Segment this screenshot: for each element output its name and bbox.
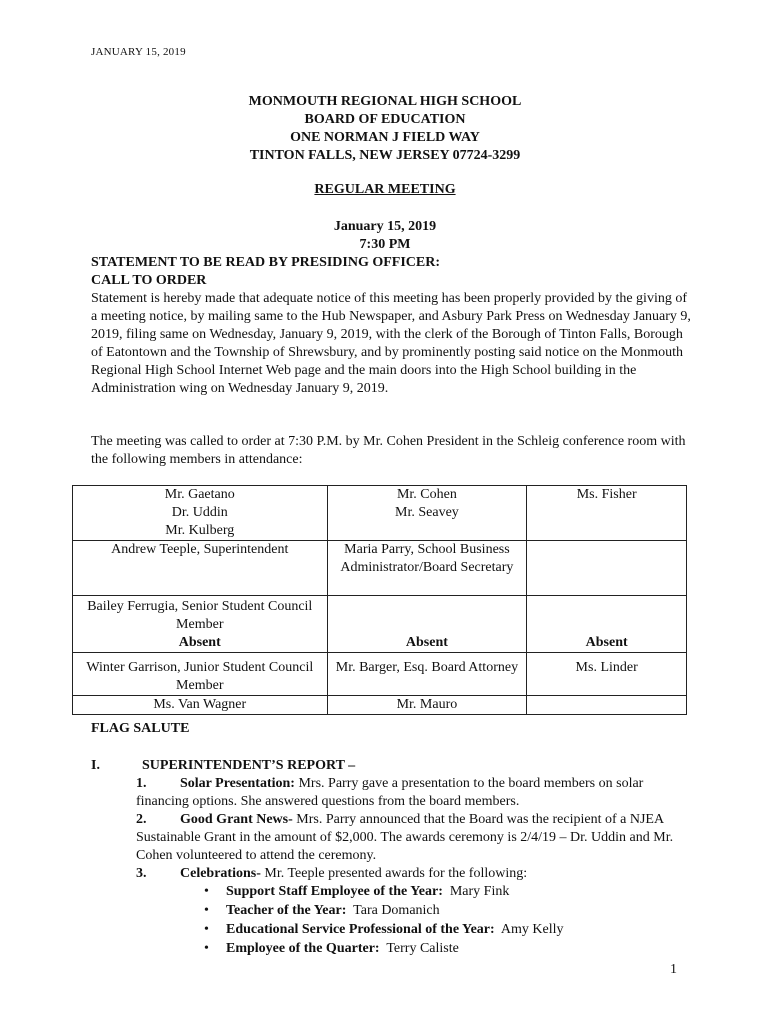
meeting-time: 7:30 PM bbox=[359, 237, 411, 252]
member-name: Mr. Seavey bbox=[395, 505, 459, 520]
member-name: Ms. Fisher bbox=[576, 487, 637, 502]
address-city: TINTON FALLS, NEW JERSEY 07724-3299 bbox=[249, 148, 521, 163]
list-item bbox=[201, 883, 564, 902]
meeting-date: January 15, 2019 bbox=[333, 219, 437, 234]
bullet-icon: • bbox=[204, 941, 209, 956]
school-name: MONMOUTH REGIONAL HIGH SCHOOL bbox=[248, 94, 522, 109]
absent-member-cell: Mr. Mauro bbox=[327, 696, 527, 715]
bullet-icon: • bbox=[204, 903, 209, 918]
junior-rep-cell: Winter Garrison, Junior Student Council Member bbox=[73, 653, 328, 696]
call-to-order-heading: CALL TO ORDER bbox=[91, 273, 207, 288]
absent-header-cell bbox=[527, 596, 687, 653]
header-date: JANUARY 15, 2019 bbox=[91, 46, 186, 58]
section-title: SUPERINTENDENT’S REPORT – bbox=[142, 758, 356, 773]
item-label: Solar Presentation: bbox=[180, 776, 295, 791]
page-number: 1 bbox=[670, 962, 677, 977]
member-name: Dr. Uddin bbox=[171, 505, 228, 520]
absent-header: Absent bbox=[405, 635, 448, 650]
item-text: Mrs. Parry announced that the Board was the recipient of a NJEA Sustainable Grant in the amount of $2,000. The awards ceremony is 2/4/19 – Dr. Uddin and Mr. Cohen volunteered to attend the ceremony. bbox=[136, 812, 674, 863]
present-members-col2 bbox=[327, 486, 527, 541]
awards-list bbox=[201, 883, 564, 959]
award-recipient: Terry Caliste bbox=[386, 941, 459, 956]
item-text: Mr. Teeple presented awards for the following: bbox=[260, 866, 528, 881]
award-recipient: Amy Kelly bbox=[500, 922, 564, 937]
section-numeral: I. bbox=[91, 758, 100, 773]
award-label: Educational Service Professional of the Year: bbox=[226, 922, 495, 937]
award-recipient: Mary Fink bbox=[449, 884, 510, 899]
list-item bbox=[201, 940, 564, 959]
title-block bbox=[0, 93, 770, 165]
statement-heading: STATEMENT TO BE READ BY PRESIDING OFFICER: bbox=[91, 255, 441, 270]
member-name: Mr. Gaetano bbox=[164, 487, 235, 502]
list-item bbox=[201, 902, 564, 921]
empty-cell bbox=[527, 541, 687, 596]
list-item bbox=[201, 921, 564, 940]
award-label: Employee of the Quarter: bbox=[226, 941, 380, 956]
senior-rep-cell bbox=[73, 596, 328, 653]
called-to-order-paragraph: The meeting was called to order at 7:30 P.M. by Mr. Cohen President in the Schleig conference room with the following members in attendance: bbox=[91, 434, 686, 467]
report-item bbox=[136, 775, 691, 811]
attendance-table bbox=[72, 485, 687, 715]
absent-member-cell: Ms. Van Wagner bbox=[73, 696, 328, 715]
member-name: Mr. Kulberg bbox=[165, 523, 235, 538]
present-members-col1 bbox=[73, 486, 328, 541]
attorney-cell: Mr. Barger, Esq. Board Attorney bbox=[327, 653, 527, 696]
statement-body: Statement is hereby made that adequate notice of this meeting has been properly provided by the giving of a meeting notice, by mailing same to the Hub Newspaper, and Asbury Park Press on Wednesday January 9, 2019, filing same on Wednesday, January 9, 2019, with the clerk of the Borough of Tinton Falls, Borough of Eatontown and the Township of Shrewsbury, and by prominently posting said notice on the Monmouth Regional High School Internet Web page and the main doors into the High School building in the Administration wing on Wednesday January 9, 2019. bbox=[91, 291, 691, 396]
bullet-icon: • bbox=[204, 922, 209, 937]
report-item bbox=[136, 811, 691, 865]
table-row bbox=[73, 486, 687, 541]
item-label: Celebrations- bbox=[180, 866, 261, 881]
report-item bbox=[136, 865, 691, 883]
table-row bbox=[73, 653, 687, 696]
board-name: BOARD OF EDUCATION bbox=[304, 112, 466, 127]
item-number: 2. bbox=[136, 812, 147, 827]
member-name: Mr. Cohen bbox=[396, 487, 457, 502]
award-recipient: Tara Domanich bbox=[353, 903, 440, 918]
absent-header-cell bbox=[327, 596, 527, 653]
award-label: Support Staff Employee of the Year: bbox=[226, 884, 443, 899]
address-street: ONE NORMAN J FIELD WAY bbox=[290, 130, 480, 145]
flag-salute-heading: FLAG SALUTE bbox=[91, 721, 190, 736]
item-number: 1. bbox=[136, 776, 147, 791]
table-row bbox=[73, 696, 687, 715]
item-number: 3. bbox=[136, 866, 147, 881]
meeting-datetime bbox=[0, 218, 770, 254]
item-text: Mrs. Parry gave a presentation to the board members on solar financing options. She answered questions from the board members. bbox=[136, 776, 644, 809]
item-label: Good Grant News- bbox=[180, 812, 293, 827]
absent-header: Absent bbox=[585, 635, 628, 650]
empty-cell bbox=[527, 696, 687, 715]
meeting-type: REGULAR MEETING bbox=[314, 182, 456, 197]
statement-section bbox=[91, 254, 691, 398]
award-label: Teacher of the Year: bbox=[226, 903, 347, 918]
table-row bbox=[73, 596, 687, 653]
senior-rep: Bailey Ferrugia, Senior Student Council Member bbox=[87, 599, 313, 632]
table-row bbox=[73, 541, 687, 596]
business-admin-cell: Maria Parry, School Business Administrator/Board Secretary bbox=[327, 541, 527, 596]
absent-header: Absent bbox=[178, 635, 221, 650]
present-members-col3 bbox=[527, 486, 687, 541]
bullet-icon: • bbox=[204, 884, 209, 899]
absent-member-cell: Ms. Linder bbox=[527, 653, 687, 696]
superintendent-cell: Andrew Teeple, Superintendent bbox=[73, 541, 328, 596]
